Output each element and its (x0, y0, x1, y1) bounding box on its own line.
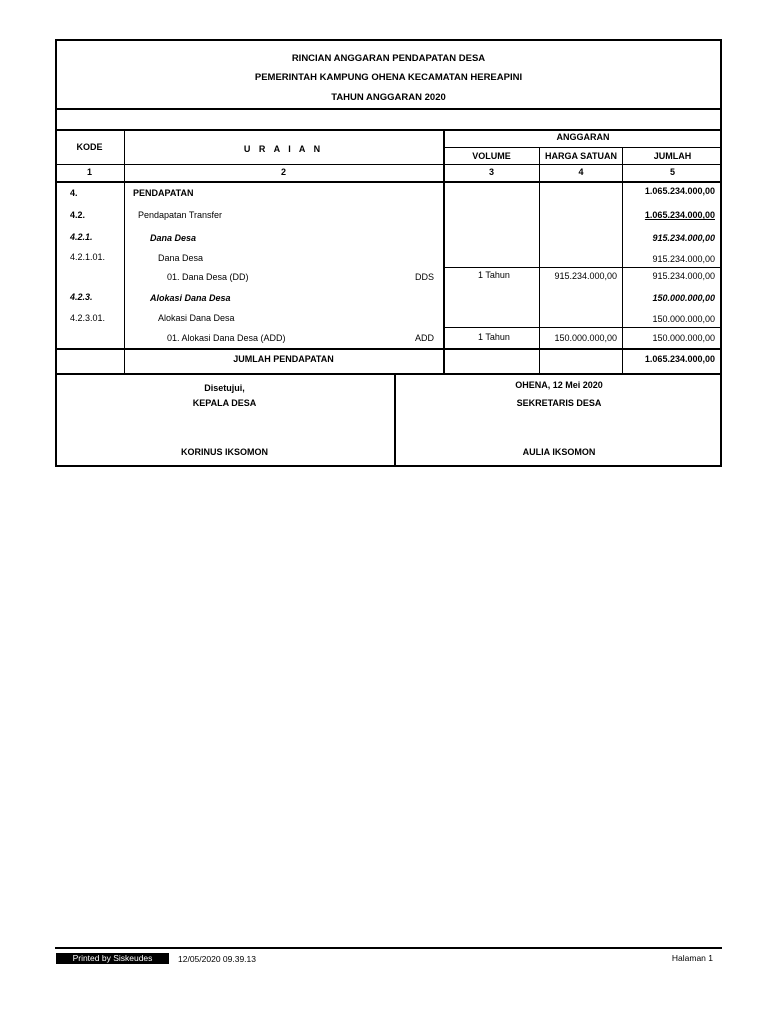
col-sep-uraian (443, 129, 445, 374)
report-subtitle: PEMERINTAH KAMPUNG OHENA KECAMATAN HEREAPINI (254, 72, 523, 83)
col-header-kode: KODE (76, 142, 103, 152)
row-harga-satuan: 150.000.000,00 (554, 333, 617, 343)
row-jumlah: 1.065.234.000,00 (644, 210, 715, 220)
col-header-volume: VOLUME (472, 151, 511, 161)
col-number-4: 4 (578, 167, 584, 177)
row-kode: 4.2.1.01. (70, 252, 106, 262)
printed-by-badge: Printed by Siskeudes (56, 953, 169, 964)
page-number: Halaman 1 (671, 953, 713, 963)
col-number-3: 3 (488, 167, 494, 177)
signature-right-role: SEKRETARIS DESA (516, 398, 602, 408)
row-kode: 4.2.3.01. (70, 313, 106, 323)
col-header-harga-satuan: HARGA SATUAN (545, 151, 617, 161)
divider-add-top (444, 327, 722, 328)
row-kode: 4.2.1. (70, 232, 93, 242)
divider-dd-top (444, 267, 722, 268)
row-volume: 1 Tahun (478, 270, 510, 280)
col-sep-kode (124, 129, 125, 374)
row-kode: 4. (70, 188, 78, 198)
signature-left-name: KORINUS IKSOMON (180, 447, 268, 457)
signature-approval-label: Disetujui, (204, 383, 245, 393)
divider-anggaran (444, 147, 722, 148)
row-jumlah: 150.000.000,00 (652, 293, 715, 303)
col-header-uraian: U R A I A N (243, 144, 324, 154)
divider-header-top (55, 129, 722, 131)
col-number-2: 2 (280, 167, 286, 177)
row-volume: 1 Tahun (478, 332, 510, 342)
row-sumber-dana: DDS (414, 272, 434, 282)
row-jumlah: 915.234.000,00 (652, 233, 715, 243)
row-harga-satuan: 915.234.000,00 (554, 271, 617, 281)
report-title: RINCIAN ANGGARAN PENDAPATAN DESA (291, 53, 486, 64)
row-kode: 4.2.3. (70, 292, 93, 302)
print-timestamp: 12/05/2020 09.39.13 (178, 954, 256, 964)
row-jumlah: 150.000.000,00 (652, 333, 715, 343)
row-uraian: 01. Dana Desa (DD) (167, 272, 249, 282)
col-number-1: 1 (86, 167, 92, 177)
row-kode: 4.2. (70, 210, 86, 220)
signature-right-name: AULIA IKSOMON (522, 447, 596, 457)
divider-title (55, 108, 722, 110)
row-uraian: Pendapatan Transfer (138, 210, 223, 220)
row-uraian: Dana Desa (158, 253, 204, 263)
row-jumlah: 1.065.234.000,00 (644, 186, 715, 196)
total-label: JUMLAH PENDAPATAN (233, 354, 334, 364)
col-number-5: 5 (669, 167, 675, 177)
row-uraian: PENDAPATAN (133, 188, 194, 198)
col-header-anggaran: ANGGARAN (556, 132, 610, 142)
report-year: TAHUN ANGGARAN 2020 (331, 92, 446, 103)
signature-left-role: KEPALA DESA (192, 398, 257, 408)
row-uraian: 01. Alokasi Dana Desa (ADD) (167, 333, 286, 343)
row-uraian: Alokasi Dana Desa (158, 313, 235, 323)
row-sumber-dana: ADD (414, 333, 434, 343)
total-jumlah: 1.065.234.000,00 (644, 354, 715, 364)
footer-divider (55, 947, 722, 949)
row-uraian: Dana Desa (150, 233, 197, 243)
col-header-jumlah: JUMLAH (653, 151, 692, 161)
row-jumlah: 915.234.000,00 (652, 254, 715, 264)
signature-place-date: OHENA, 12 Mei 2020 (515, 380, 603, 390)
row-uraian: Alokasi Dana Desa (150, 293, 231, 303)
row-jumlah: 915.234.000,00 (652, 271, 715, 281)
row-jumlah: 150.000.000,00 (652, 314, 715, 324)
